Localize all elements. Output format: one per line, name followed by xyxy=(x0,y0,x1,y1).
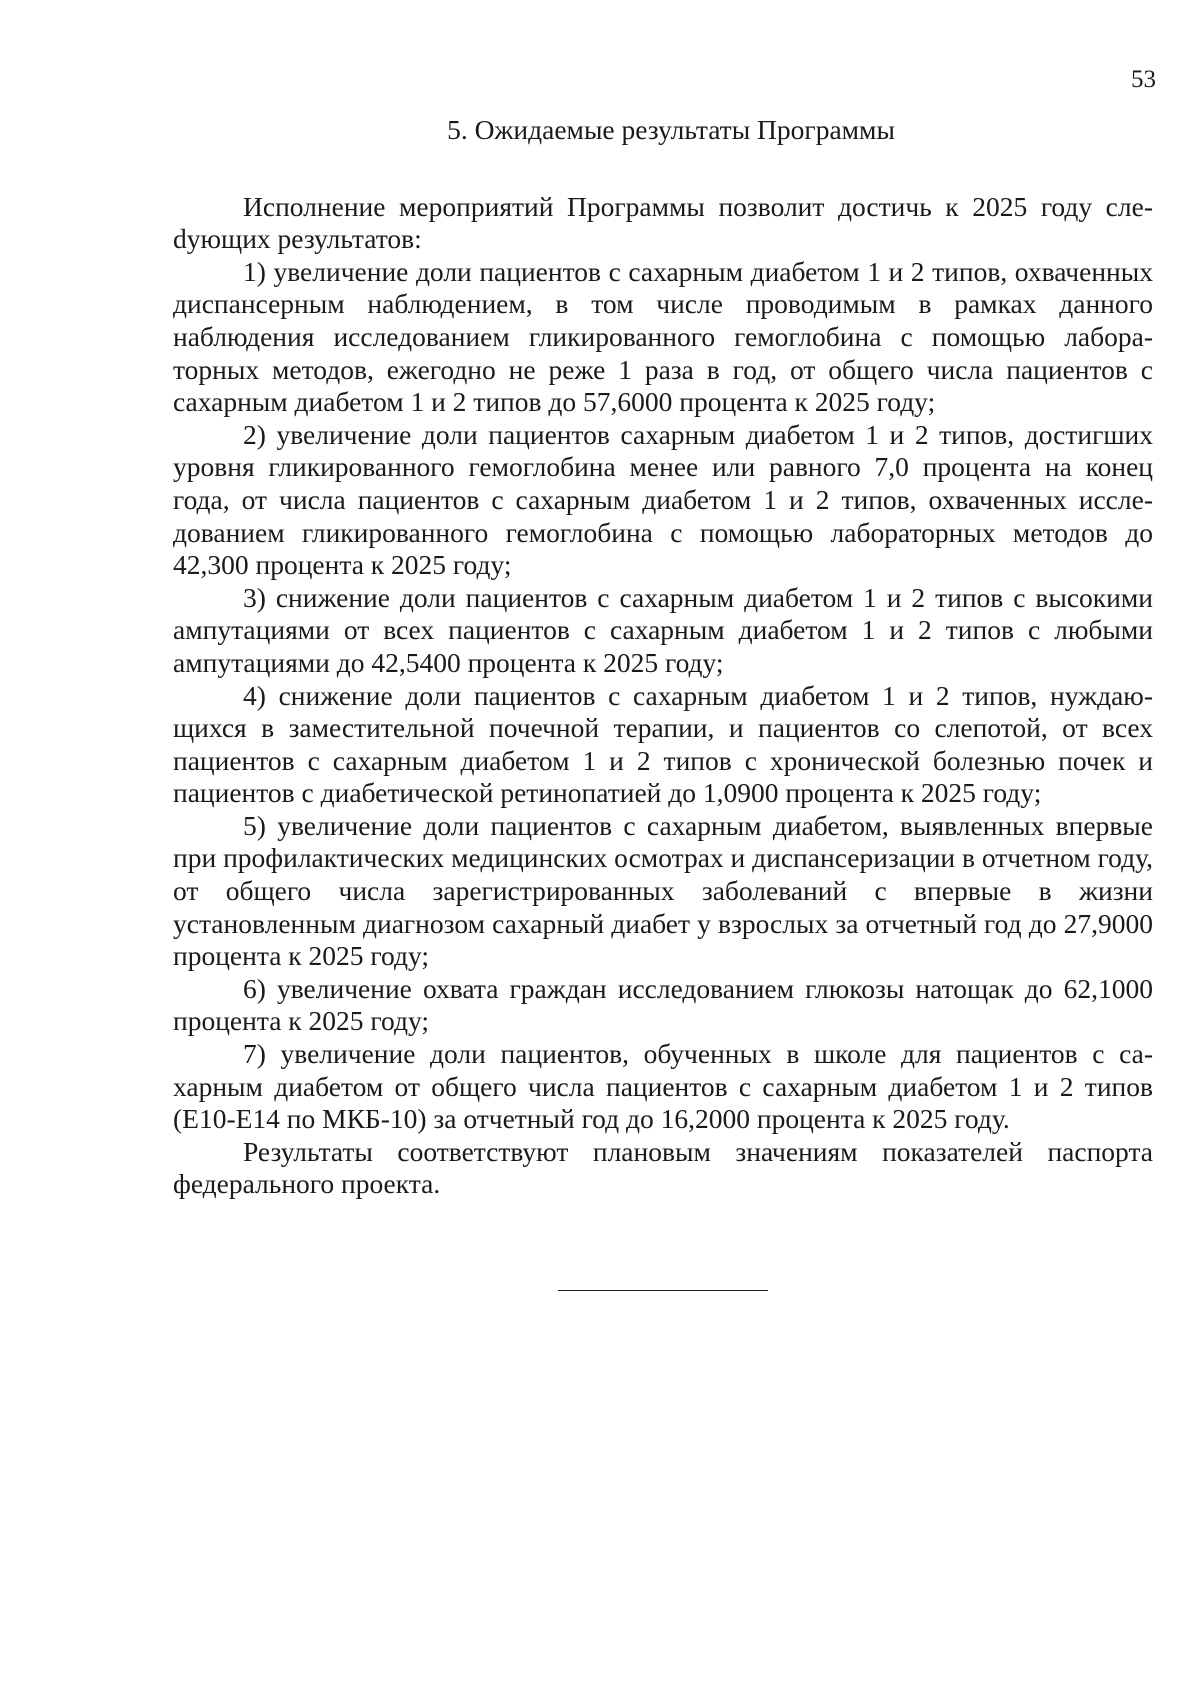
result-item-3: 3) снижение доли пациентов с сахарным диабетом 1 и 2 типов с высокими ампутациями от всех пациентов с сахарным диабетом 1 и 2 типов с любыми ампутациями до 42,5400 процента к 2025 году; xyxy=(173,581,1153,678)
result-item-2: 2) увеличение доли пациентов сахарным диабетом 1 и 2 типов, достигших уровня гликированного гемоглобина менее или равного 7,0 процента на конец года, от числа пациентов с сахарным диабетом 1 и 2 типов, охваченных исследованием гликированного гемоглобина с помощью лабораторных методов до 42,300 процента к 2025 году; xyxy=(173,418,1153,581)
result-item-7: 7) увеличение доли пациентов, обученных в школе для пациентов с сахарным диабетом от общего числа пациентов с сахарным диабетом 1 и 2 типов (Е10-Е14 по МКБ-10) за отчетный год до 16,2000 процента к 2025 году. xyxy=(173,1038,1153,1135)
intro-paragraph: Исполнение мероприятий Программы позволит достичь к 2025 году слеdующих результатов: xyxy=(173,190,1153,255)
document-body xyxy=(173,114,1153,1201)
result-item-1: 1) увеличение доли пациентов с сахарным диабетом 1 и 2 типов, охваченных диспансерным наблюдением, в том числе проводимым в рамках данного наблюдения исследованием гликированного гемоглобина с помощью лабораторных методов, ежегодно не реже 1 раза в год, от общего числа пациентов с сахарным диабетом 1 и 2 типов до 57,6000 процента к 2025 году; xyxy=(173,255,1153,418)
result-item-6: 6) увеличение охвата граждан исследованием глюкозы натощак до 62,1000 процента к 2025 году; xyxy=(173,972,1153,1037)
results-list xyxy=(173,256,1153,1136)
conclusion-paragraph: Результаты соответствуют плановым значениям показателей паспорта федерального проекта. xyxy=(173,1135,1153,1200)
page-number: 53 xyxy=(1131,66,1156,93)
result-item-5: 5) увеличение доли пациентов с сахарным диабетом, выявленных впервые при профилактических медицинских осмотрах и диспансеризации в отчетном году, от общего числа зарегистрированных заболеваний с впервые в жизни установленным диагнозом сахарный диабет у взрослых за отчетный год до 27,9000 процента к 2025 году; xyxy=(173,809,1153,972)
section-title: 5. Ожидаемые результаты Программы xyxy=(447,114,895,145)
result-item-4: 4) снижение доли пациентов с сахарным диабетом 1 и 2 типов, нуждающихся в заместительной почечной терапии, и пациентов со слепотой, от всех пациентов с сахарным диабетом 1 и 2 типов с хронической болезнью почек и пациентов с диабетической ретинопатией до 1,0900 процента к 2025 году; xyxy=(173,679,1153,809)
end-divider xyxy=(558,1290,768,1291)
